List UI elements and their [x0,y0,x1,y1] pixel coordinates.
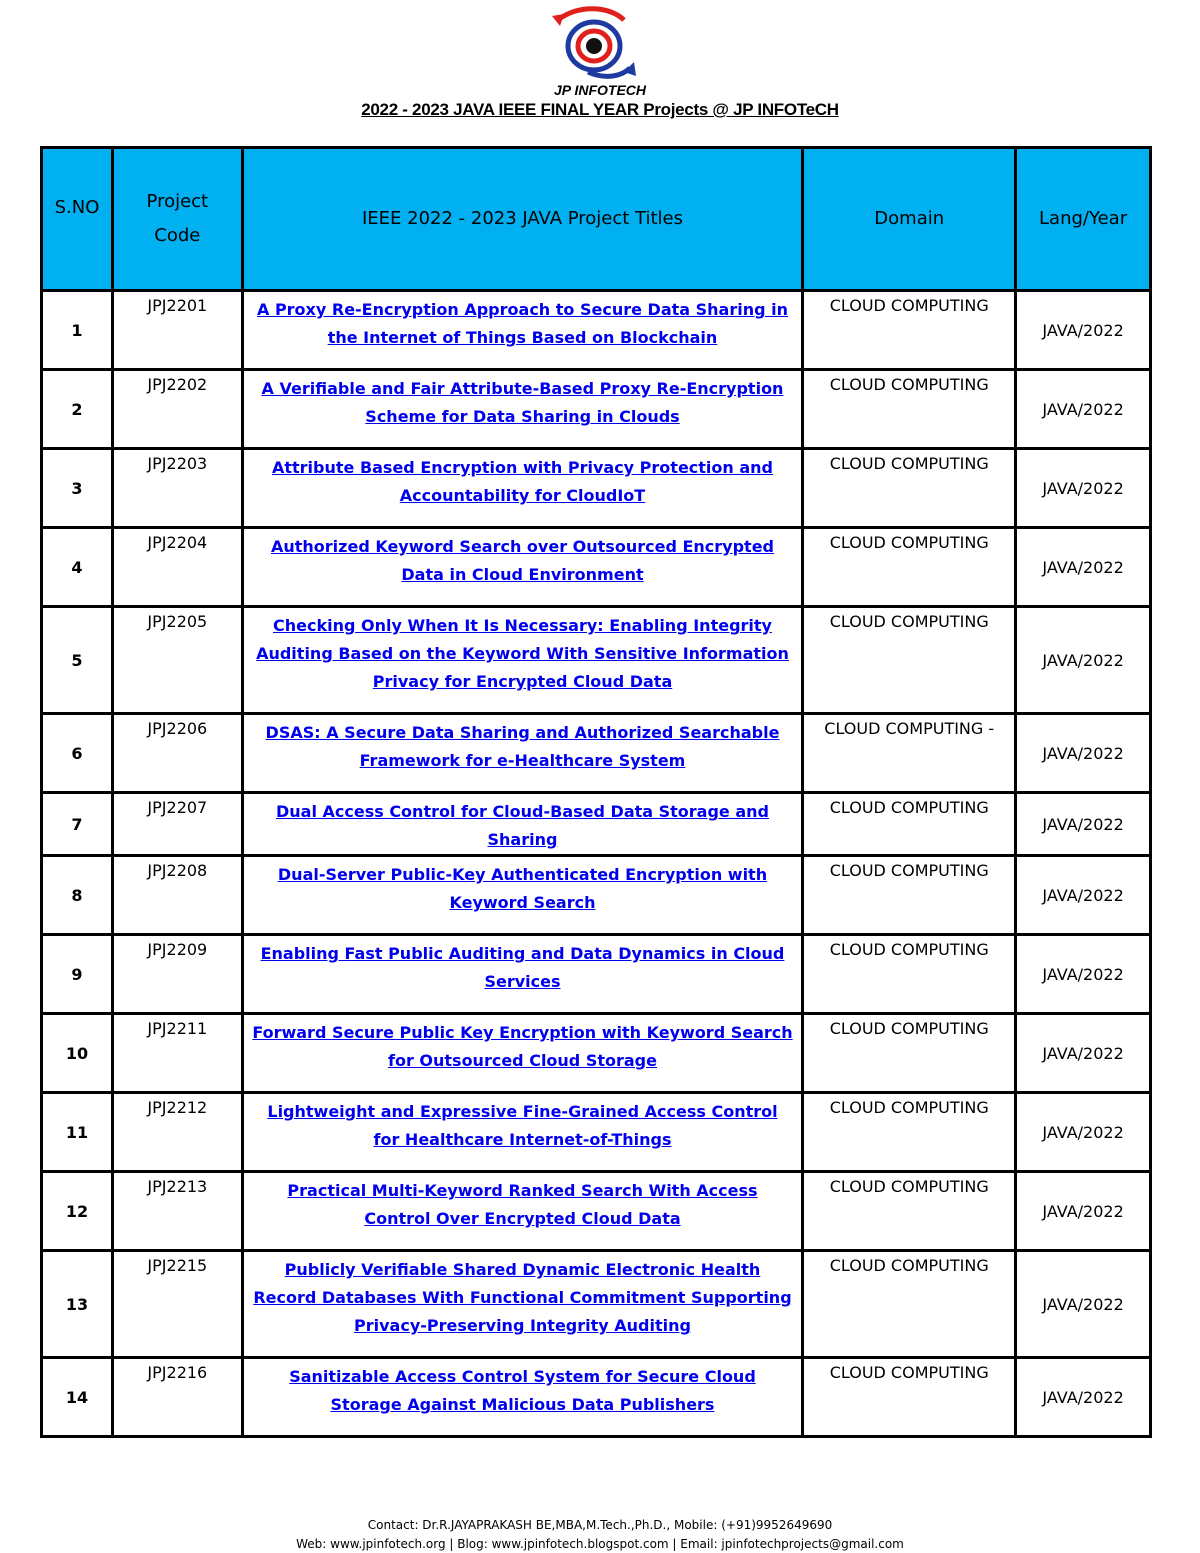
lang-year-cell: JAVA/2022 [1016,1172,1151,1251]
sno-cell: 10 [42,1014,113,1093]
lang-year-cell: JAVA/2022 [1016,1093,1151,1172]
project-title-link[interactable]: Attribute Based Encryption with Privacy Protection and Accountability for CloudIoT [271,458,773,505]
footer-contact: Contact: Dr.R.JAYAPRAKASH BE,MBA,M.Tech.,Ph.D., Mobile: (+91)9952649690 [367,1518,833,1532]
table-header-row [42,148,1151,291]
project-title-cell [242,793,803,856]
sno-cell: 9 [42,935,113,1014]
project-code-cell: JPJ2216 [112,1358,242,1437]
sno-cell: 13 [42,1251,113,1358]
project-title-link[interactable]: Forward Secure Public Key Encryption with Keyword Search for Outsourced Cloud Storage [252,1023,793,1070]
table-row [42,793,1151,856]
table-row [42,856,1151,935]
lang-year-cell: JAVA/2022 [1016,1014,1151,1093]
table-row [42,1251,1151,1358]
project-code-cell: JPJ2207 [112,793,242,856]
lang-year-cell: JAVA/2022 [1016,528,1151,607]
domain-cell: CLOUD COMPUTING [803,291,1016,370]
domain-cell: CLOUD COMPUTING [803,1093,1016,1172]
sno-cell: 4 [42,528,113,607]
sno-cell: 8 [42,856,113,935]
project-title-link[interactable]: Lightweight and Expressive Fine-Grained Access Control for Healthcare Internet-of-Things [267,1102,778,1149]
project-code-cell: JPJ2203 [112,449,242,528]
project-title-link[interactable]: Checking Only When It Is Necessary: Enabling Integrity Auditing Based on the Keyword With Sensitive Information Privacy for Encrypted Cloud Data [256,616,789,691]
projects-table [40,146,1152,1438]
project-title-link[interactable]: DSAS: A Secure Data Sharing and Authorized Searchable Framework for e-Healthcare System [265,723,780,770]
project-title-cell [242,449,803,528]
domain-cell: CLOUD COMPUTING [803,370,1016,449]
logo-text: JP INFOTECH [553,82,647,98]
project-code-cell: JPJ2202 [112,370,242,449]
lang-year-cell: JAVA/2022 [1016,449,1151,528]
lang-year-cell: JAVA/2022 [1016,1251,1151,1358]
domain-cell: CLOUD COMPUTING [803,1251,1016,1358]
project-title-cell [242,291,803,370]
jp-infotech-logo-icon [548,6,648,94]
lang-year-cell: JAVA/2022 [1016,935,1151,1014]
project-title-cell [242,1358,803,1437]
project-title-cell [242,1251,803,1358]
project-title-cell [242,1172,803,1251]
domain-cell: CLOUD COMPUTING [803,1014,1016,1093]
column-header-sno: S.NO [42,148,113,291]
project-title-link[interactable]: Dual Access Control for Cloud-Based Data Storage and Sharing [275,802,769,849]
sno-cell: 3 [42,449,113,528]
lang-year-cell: JAVA/2022 [1016,370,1151,449]
sno-cell: 1 [42,291,113,370]
project-title-cell [242,528,803,607]
domain-cell: CLOUD COMPUTING [803,607,1016,714]
lang-year-cell: JAVA/2022 [1016,856,1151,935]
domain-cell: CLOUD COMPUTING [803,449,1016,528]
domain-cell: CLOUD COMPUTING [803,935,1016,1014]
sno-cell: 7 [42,793,113,856]
lang-year-cell: JAVA/2022 [1016,607,1151,714]
project-title-link[interactable]: Dual-Server Public-Key Authenticated Encryption with Keyword Search [277,865,768,912]
domain-cell: CLOUD COMPUTING - [803,714,1016,793]
sno-cell: 12 [42,1172,113,1251]
lang-year-cell: JAVA/2022 [1016,291,1151,370]
domain-cell: CLOUD COMPUTING [803,528,1016,607]
table-row [42,607,1151,714]
column-header-domain: Domain [803,148,1016,291]
sno-cell: 11 [42,1093,113,1172]
sno-cell: 14 [42,1358,113,1437]
domain-cell: CLOUD COMPUTING [803,856,1016,935]
lang-year-cell: JAVA/2022 [1016,793,1151,856]
project-code-cell: JPJ2201 [112,291,242,370]
domain-cell: CLOUD COMPUTING [803,1172,1016,1251]
lang-year-cell: JAVA/2022 [1016,1358,1151,1437]
domain-cell: CLOUD COMPUTING [803,793,1016,856]
table-row [42,1093,1151,1172]
project-title-cell [242,1093,803,1172]
table-row [42,291,1151,370]
project-title-cell [242,370,803,449]
sno-cell: 6 [42,714,113,793]
project-title-link[interactable]: Sanitizable Access Control System for Secure Cloud Storage Against Malicious Data Publishers [289,1367,756,1414]
project-code-cell: JPJ2206 [112,714,242,793]
project-code-cell: JPJ2215 [112,1251,242,1358]
project-title-link[interactable]: Practical Multi-Keyword Ranked Search With Access Control Over Encrypted Cloud Data [287,1181,758,1228]
table-row [42,528,1151,607]
table-row [42,449,1151,528]
project-code-cell: JPJ2208 [112,856,242,935]
project-title-cell [242,607,803,714]
project-title-link[interactable]: Authorized Keyword Search over Outsourced Encrypted Data in Cloud Environment [270,537,774,584]
project-code-cell: JPJ2211 [112,1014,242,1093]
table-row [42,1172,1151,1251]
project-title-link[interactable]: Enabling Fast Public Auditing and Data Dynamics in Cloud Services [260,944,785,991]
column-header-title: IEEE 2022 - 2023 JAVA Project Titles [242,148,803,291]
table-row [42,1014,1151,1093]
column-header-code: Project Code [112,148,242,291]
table-row [42,935,1151,1014]
project-code-cell: JPJ2204 [112,528,242,607]
lang-year-cell: JAVA/2022 [1016,714,1151,793]
project-code-cell: JPJ2205 [112,607,242,714]
sno-cell: 2 [42,370,113,449]
project-code-cell: JPJ2209 [112,935,242,1014]
project-title-link[interactable]: Publicly Verifiable Shared Dynamic Electronic Health Record Databases With Functional Commitment Supporting Privacy-Preserving Integrity Auditing [253,1260,792,1335]
column-header-lang: Lang/Year [1016,148,1151,291]
project-title-cell [242,856,803,935]
domain-cell: CLOUD COMPUTING [803,1358,1016,1437]
sno-cell: 5 [42,607,113,714]
project-code-cell: JPJ2213 [112,1172,242,1251]
project-title-link[interactable]: A Verifiable and Fair Attribute-Based Proxy Re-Encryption Scheme for Data Sharing in Clouds [261,379,784,426]
project-code-cell: JPJ2212 [112,1093,242,1172]
table-row [42,714,1151,793]
table-row [42,370,1151,449]
table-row [42,1358,1151,1437]
project-title-cell [242,1014,803,1093]
page-title: 2022 - 2023 JAVA IEEE FINAL YEAR Projects @ JP INFOTeCH [361,100,839,119]
project-title-cell [242,935,803,1014]
project-title-link[interactable]: A Proxy Re-Encryption Approach to Secure Data Sharing in the Internet of Things Based on Blockchain [256,300,788,347]
project-title-cell [242,714,803,793]
footer-web: Web: www.jpinfotech.org | Blog: www.jpinfotech.blogspot.com | Email: jpinfotechprojects@gmail.com [296,1537,904,1551]
